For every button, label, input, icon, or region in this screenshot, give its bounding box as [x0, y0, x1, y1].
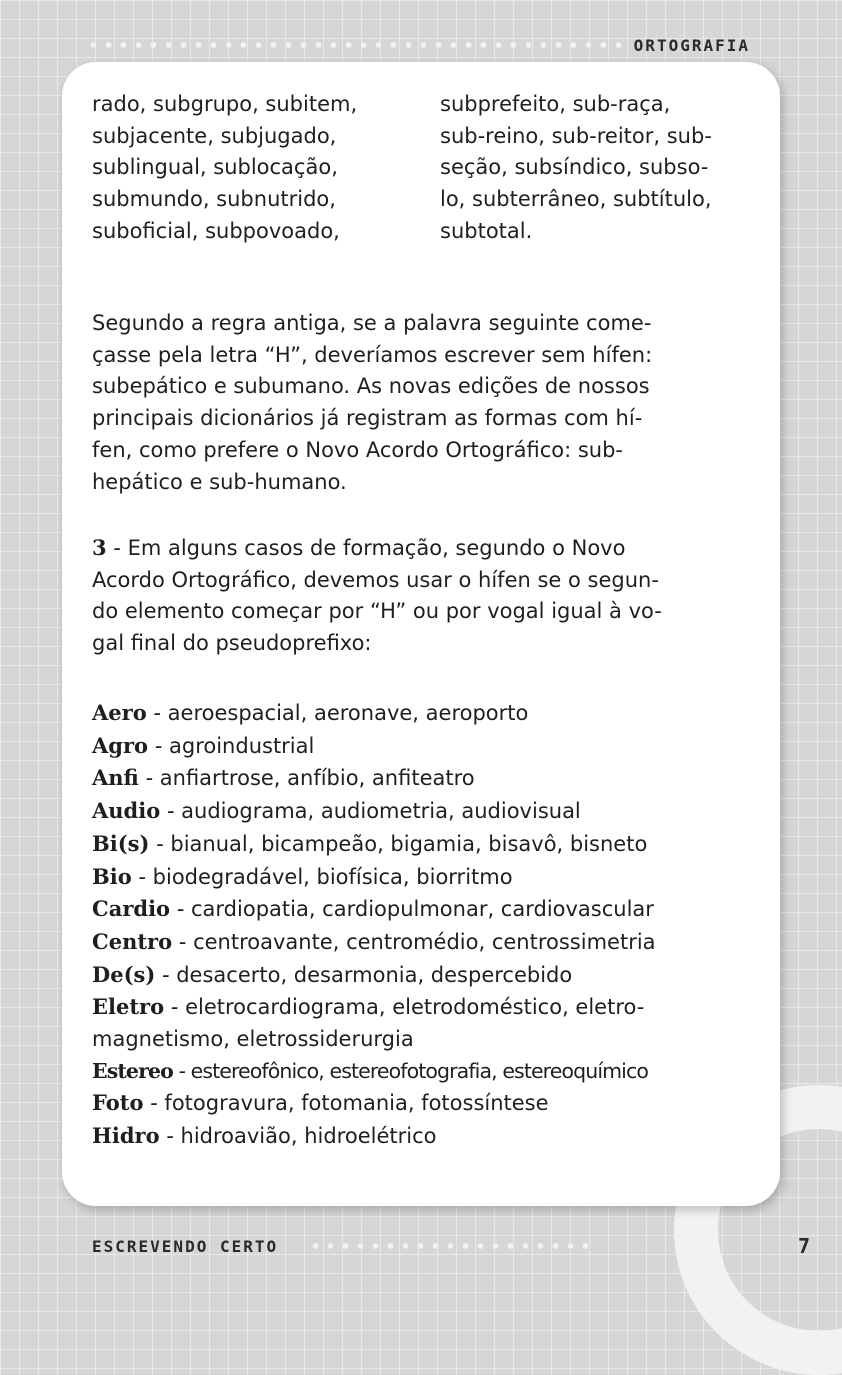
entry-term: Estereo — [92, 1058, 173, 1083]
entry-separator: - — [164, 995, 186, 1020]
paragraph-line: Acordo Ortográfico, devemos usar o hífen se o segun- — [92, 567, 659, 592]
entry-text: bianual, bicampeão, bigamia, bisavô, bisneto — [170, 831, 648, 856]
entry-line — [92, 893, 762, 926]
word-line: subtotal. — [440, 218, 533, 243]
entry-separator: - — [143, 1091, 165, 1116]
entry-line — [92, 730, 762, 763]
paragraph-line: gal final do pseudoprefixo: — [92, 631, 372, 656]
paragraph-line — [92, 532, 752, 565]
entry-line — [92, 697, 762, 730]
footer-dots — [308, 1242, 588, 1250]
entry-text: hidroavião, hidroelétrico — [180, 1124, 437, 1149]
paragraph-line: Segundo a regra antiga, se a palavra seguinte come- — [92, 311, 652, 335]
entry-term: Audio — [92, 798, 161, 824]
entry-text: desacerto, desarmonia, despercebido — [176, 962, 573, 987]
entry-line — [92, 959, 762, 992]
entry-line — [92, 1120, 762, 1153]
entry-term: Agro — [92, 732, 149, 758]
paragraph-line: çasse pela letra “H”, deveríamos escrever sem hífen: — [92, 342, 653, 367]
entry-separator: - — [172, 1058, 191, 1083]
entry-line — [92, 1056, 762, 1088]
word-line: suboficial, subpovoado, — [92, 218, 340, 243]
rule-separator: - — [106, 536, 128, 560]
paragraph-rule-3 — [92, 532, 752, 660]
page-number: 7 — [797, 1234, 810, 1258]
word-line: seção, subsíndico, subso- — [440, 155, 709, 180]
rule-number: 3 — [92, 535, 107, 560]
entry-text: centroavante, centromédio, centrossimetria — [193, 929, 656, 954]
entry-term: Hidro — [92, 1123, 160, 1149]
paragraph-line-text: Em alguns casos de formação, segundo o Novo — [127, 536, 626, 560]
section-title: ORTOGRAFIA — [633, 35, 750, 55]
entry-line — [92, 861, 762, 894]
entry-term: Cardio — [92, 896, 171, 922]
entry-term: De(s) — [92, 961, 156, 987]
word-list-right-column — [440, 89, 760, 248]
word-line: subjacente, subjugado, — [92, 123, 337, 148]
paragraph-line: fen, como prefere o Novo Acordo Ortográfico: sub- — [92, 437, 623, 462]
entry-term: Bi(s) — [92, 830, 150, 856]
paragraph-old-rule — [92, 308, 752, 498]
entry-text: estereofônico, estereofotografia, estereoquímico — [190, 1058, 648, 1083]
entry-line — [92, 795, 762, 828]
entry-text: anfiartrose, anfíbio, anfiteatro — [159, 766, 475, 791]
word-line: sub-reino, sub-reitor, sub- — [440, 123, 712, 148]
word-line: lo, subterrâneo, subtítulo, — [440, 187, 712, 212]
page-footer — [92, 1234, 810, 1258]
entry-line — [92, 828, 762, 861]
entry-term: Anfi — [92, 765, 139, 791]
paragraph-line: hepático e sub-humano. — [92, 469, 347, 494]
entry-line — [92, 1087, 762, 1120]
entry-line — [92, 926, 762, 959]
entry-text: agroindustrial — [169, 733, 315, 758]
word-line: submundo, subnutrido, — [92, 187, 336, 212]
page-header — [86, 34, 750, 56]
entry-separator: - — [138, 766, 160, 791]
header-dots — [86, 41, 626, 49]
entry-separator: - — [148, 733, 169, 758]
entry-separator: - — [172, 929, 194, 954]
entry-text: fotogravura, fotomania, fotossíntese — [164, 1091, 549, 1116]
entry-text: audiograma, audiometria, audiovisual — [181, 799, 581, 824]
word-line: rado, subgrupo, subitem, — [92, 92, 358, 116]
entry-separator: - — [131, 864, 153, 889]
entry-separator: - — [146, 701, 168, 725]
entry-continuation: magnetismo, eletrossiderurgia — [92, 1027, 414, 1052]
entry-line — [92, 762, 762, 795]
paragraph-line: do elemento começar por “H” ou por vogal igual à vo- — [92, 599, 662, 624]
entry-separator: - — [160, 799, 182, 824]
entry-term: Bio — [92, 863, 132, 889]
entry-separator: - — [149, 831, 171, 856]
entry-separator: - — [170, 897, 191, 922]
entry-separator: - — [159, 1124, 181, 1149]
paragraph-line: principais dicionários já registram as formas com hí- — [92, 406, 643, 431]
entry-term: Foto — [92, 1090, 144, 1116]
word-line: subprefeito, sub-raça, — [440, 92, 671, 116]
entry-separator: - — [155, 962, 177, 987]
entry-text: cardiopatia, cardiopulmonar, cardiovascular — [191, 897, 654, 922]
entry-term: Eletro — [92, 994, 165, 1020]
entry-text: aeroespacial, aeronave, aeroporto — [167, 701, 529, 725]
book-title: ESCREVENDO CERTO — [92, 1236, 279, 1256]
prefix-entry-list — [92, 697, 762, 1153]
entry-line — [92, 991, 762, 1024]
entry-term: Centro — [92, 928, 173, 954]
word-list-left-column — [92, 89, 412, 248]
entry-term: Aero — [92, 700, 147, 725]
word-line: sublingual, sublocação, — [92, 155, 338, 180]
entry-text: eletrocardiograma, eletrodoméstico, eletro- — [185, 995, 645, 1020]
entry-text: biodegradável, biofísica, biorritmo — [152, 864, 513, 889]
paragraph-line: subepático e subumano. As novas edições de nossos — [92, 374, 650, 399]
